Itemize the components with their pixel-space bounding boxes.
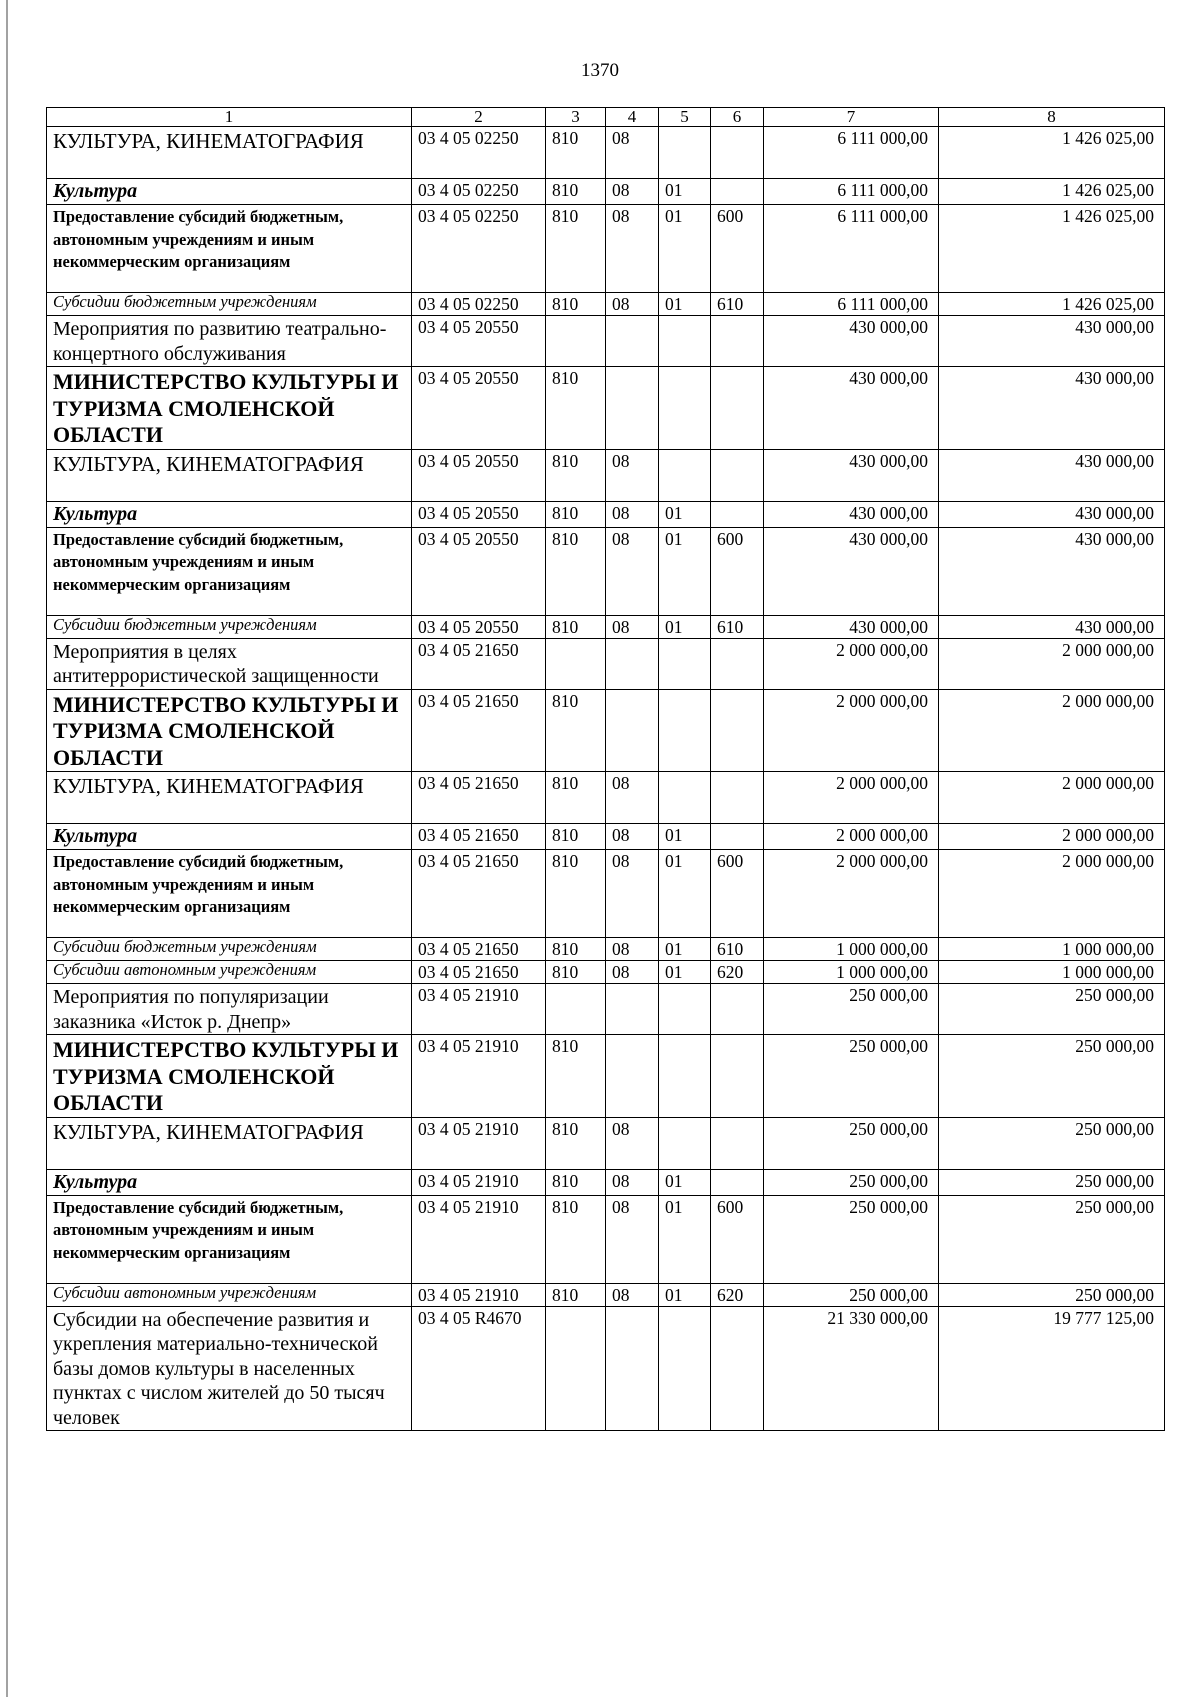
row-code-cell: 03 4 05 21650: [412, 689, 546, 772]
row-col3-cell: [546, 1306, 606, 1431]
row-code-cell: 03 4 05 20550: [412, 316, 546, 367]
row-col6-cell: [711, 501, 764, 527]
row-name-cell: Субсидии бюджетным учреждениям: [47, 615, 412, 638]
table-row: [47, 638, 1165, 689]
row-col5-cell: 01: [659, 961, 711, 984]
row-value8-cell: 19 777 125,00: [939, 1306, 1165, 1431]
row-col6-cell: [711, 1169, 764, 1195]
row-name-cell: Субсидии бюджетным учреждениям: [47, 938, 412, 961]
header-cell-4: 4: [606, 108, 659, 127]
row-col6-cell: [711, 984, 764, 1035]
row-col6-cell: [711, 824, 764, 850]
table-row: [47, 961, 1165, 984]
row-code-cell: 03 4 05 20550: [412, 367, 546, 450]
row-col6-cell: 600: [711, 527, 764, 615]
row-code-cell: 03 4 05 21650: [412, 824, 546, 850]
row-col6-cell: [711, 1035, 764, 1118]
row-col3-cell: 810: [546, 527, 606, 615]
row-col3-cell: 810: [546, 938, 606, 961]
row-code-cell: 03 4 05 02250: [412, 293, 546, 316]
row-col6-cell: 620: [711, 1283, 764, 1306]
row-value7-cell: 250 000,00: [764, 1169, 939, 1195]
page-number: 1370: [581, 60, 619, 81]
row-value7-cell: 430 000,00: [764, 615, 939, 638]
row-col5-cell: [659, 638, 711, 689]
table-body: [47, 108, 1165, 1431]
row-name-cell: МИНИСТЕРСТВО КУЛЬТУРЫ И ТУРИЗМА СМОЛЕНСКОЙ ОБЛАСТИ: [47, 1035, 412, 1118]
row-col6-cell: 600: [711, 850, 764, 938]
row-value7-cell: 1 000 000,00: [764, 961, 939, 984]
row-col4-cell: 08: [606, 1195, 659, 1283]
row-value8-cell: 2 000 000,00: [939, 772, 1165, 824]
row-col5-cell: 01: [659, 205, 711, 293]
row-col6-cell: 610: [711, 293, 764, 316]
row-col6-cell: 600: [711, 205, 764, 293]
row-value8-cell: 430 000,00: [939, 615, 1165, 638]
row-name-cell: Предоставление субсидий бюджетным, автономным учреждениям и иным некоммерческим организациям: [47, 1195, 412, 1283]
table-row: [47, 293, 1165, 316]
row-name-cell: КУЛЬТУРА, КИНЕМАТОГРАФИЯ: [47, 772, 412, 824]
scan-edge-line: [6, 0, 8, 1697]
row-col4-cell: [606, 638, 659, 689]
row-col4-cell: 08: [606, 179, 659, 205]
row-value8-cell: 1 000 000,00: [939, 938, 1165, 961]
header-cell-5: 5: [659, 108, 711, 127]
row-col6-cell: [711, 449, 764, 501]
row-col3-cell: 810: [546, 615, 606, 638]
row-col5-cell: [659, 316, 711, 367]
row-col3-cell: 810: [546, 127, 606, 179]
row-name-cell: Предоставление субсидий бюджетным, автономным учреждениям и иным некоммерческим организациям: [47, 527, 412, 615]
row-col3-cell: 810: [546, 501, 606, 527]
row-col6-cell: [711, 179, 764, 205]
row-value7-cell: 6 111 000,00: [764, 179, 939, 205]
row-value8-cell: 2 000 000,00: [939, 850, 1165, 938]
table-row: [47, 501, 1165, 527]
row-value8-cell: 250 000,00: [939, 1169, 1165, 1195]
row-col5-cell: [659, 449, 711, 501]
table-row: [47, 127, 1165, 179]
row-code-cell: 03 4 05 20550: [412, 527, 546, 615]
header-cell-6: 6: [711, 108, 764, 127]
row-value8-cell: 250 000,00: [939, 1035, 1165, 1118]
row-col5-cell: [659, 1117, 711, 1169]
row-col3-cell: 810: [546, 850, 606, 938]
row-col5-cell: [659, 772, 711, 824]
row-col4-cell: [606, 316, 659, 367]
row-value8-cell: 430 000,00: [939, 449, 1165, 501]
row-code-cell: 03 4 05 21650: [412, 638, 546, 689]
row-col5-cell: 01: [659, 824, 711, 850]
row-col3-cell: [546, 316, 606, 367]
row-value7-cell: 250 000,00: [764, 984, 939, 1035]
row-col5-cell: 01: [659, 293, 711, 316]
row-value7-cell: 430 000,00: [764, 367, 939, 450]
row-name-cell: Культура: [47, 1169, 412, 1195]
table-row: [47, 984, 1165, 1035]
row-value8-cell: 1 426 025,00: [939, 293, 1165, 316]
row-col5-cell: [659, 127, 711, 179]
row-col5-cell: 01: [659, 938, 711, 961]
row-value7-cell: 6 111 000,00: [764, 293, 939, 316]
row-col6-cell: 610: [711, 938, 764, 961]
row-col5-cell: 01: [659, 179, 711, 205]
row-code-cell: 03 4 05 21910: [412, 1035, 546, 1118]
row-value8-cell: 1 426 025,00: [939, 179, 1165, 205]
table-row: [47, 1035, 1165, 1118]
row-code-cell: 03 4 05 21650: [412, 961, 546, 984]
row-value7-cell: 430 000,00: [764, 316, 939, 367]
row-col3-cell: 810: [546, 772, 606, 824]
row-col6-cell: [711, 316, 764, 367]
row-col3-cell: 810: [546, 367, 606, 450]
row-col3-cell: 810: [546, 1117, 606, 1169]
row-value8-cell: 2 000 000,00: [939, 638, 1165, 689]
table-row: [47, 850, 1165, 938]
row-value7-cell: 250 000,00: [764, 1283, 939, 1306]
row-value7-cell: 250 000,00: [764, 1117, 939, 1169]
row-name-cell: Субсидии бюджетным учреждениям: [47, 293, 412, 316]
row-code-cell: 03 4 05 21910: [412, 1195, 546, 1283]
row-col6-cell: 600: [711, 1195, 764, 1283]
row-value7-cell: 2 000 000,00: [764, 850, 939, 938]
table-row: [47, 449, 1165, 501]
row-name-cell: Субсидии на обеспечение развития и укрепления материально-технической базы домов культуры в населенных пунктах с числом жителей до 50 тысяч человек: [47, 1306, 412, 1431]
row-value8-cell: 250 000,00: [939, 984, 1165, 1035]
row-col6-cell: 620: [711, 961, 764, 984]
row-col4-cell: 08: [606, 127, 659, 179]
row-value8-cell: 430 000,00: [939, 501, 1165, 527]
row-col5-cell: [659, 689, 711, 772]
table-row: [47, 689, 1165, 772]
row-name-cell: Субсидии автономным учреждениям: [47, 1283, 412, 1306]
row-col3-cell: 810: [546, 449, 606, 501]
header-cell-3: 3: [546, 108, 606, 127]
row-col3-cell: 810: [546, 1195, 606, 1283]
row-col6-cell: [711, 127, 764, 179]
row-col3-cell: 810: [546, 179, 606, 205]
row-col3-cell: 810: [546, 1283, 606, 1306]
row-col4-cell: 08: [606, 1117, 659, 1169]
row-col3-cell: [546, 638, 606, 689]
table-row: [47, 1117, 1165, 1169]
row-value8-cell: 430 000,00: [939, 367, 1165, 450]
row-col3-cell: [546, 984, 606, 1035]
row-value8-cell: 250 000,00: [939, 1117, 1165, 1169]
row-value8-cell: 430 000,00: [939, 316, 1165, 367]
row-value7-cell: 6 111 000,00: [764, 127, 939, 179]
row-code-cell: 03 4 05 20550: [412, 501, 546, 527]
header-cell-2: 2: [412, 108, 546, 127]
row-col3-cell: 810: [546, 293, 606, 316]
row-col4-cell: 08: [606, 1169, 659, 1195]
row-col4-cell: 08: [606, 850, 659, 938]
row-col3-cell: 810: [546, 689, 606, 772]
row-col6-cell: [711, 638, 764, 689]
row-value8-cell: 1 426 025,00: [939, 205, 1165, 293]
row-col4-cell: 08: [606, 961, 659, 984]
row-value7-cell: 21 330 000,00: [764, 1306, 939, 1431]
row-name-cell: КУЛЬТУРА, КИНЕМАТОГРАФИЯ: [47, 1117, 412, 1169]
row-value8-cell: 2 000 000,00: [939, 689, 1165, 772]
row-col3-cell: 810: [546, 1169, 606, 1195]
row-value8-cell: 250 000,00: [939, 1283, 1165, 1306]
row-col4-cell: 08: [606, 615, 659, 638]
row-name-cell: Предоставление субсидий бюджетным, автономным учреждениям и иным некоммерческим организациям: [47, 205, 412, 293]
row-col5-cell: 01: [659, 1195, 711, 1283]
row-value7-cell: 2 000 000,00: [764, 824, 939, 850]
header-cell-7: 7: [764, 108, 939, 127]
row-name-cell: Культура: [47, 824, 412, 850]
row-name-cell: Культура: [47, 501, 412, 527]
table-row: [47, 938, 1165, 961]
row-col3-cell: 810: [546, 1035, 606, 1118]
row-name-cell: КУЛЬТУРА, КИНЕМАТОГРАФИЯ: [47, 449, 412, 501]
row-value7-cell: 430 000,00: [764, 501, 939, 527]
table-row: [47, 367, 1165, 450]
row-col5-cell: [659, 984, 711, 1035]
row-col6-cell: [711, 367, 764, 450]
row-col4-cell: 08: [606, 205, 659, 293]
row-value7-cell: 6 111 000,00: [764, 205, 939, 293]
row-name-cell: Мероприятия в целях антитеррористической защищенности: [47, 638, 412, 689]
row-code-cell: 03 4 05 R4670: [412, 1306, 546, 1431]
row-col4-cell: [606, 367, 659, 450]
row-col6-cell: [711, 1117, 764, 1169]
row-code-cell: 03 4 05 21910: [412, 984, 546, 1035]
row-value8-cell: 1 000 000,00: [939, 961, 1165, 984]
row-col5-cell: 01: [659, 615, 711, 638]
row-col6-cell: [711, 1306, 764, 1431]
row-name-cell: КУЛЬТУРА, КИНЕМАТОГРАФИЯ: [47, 127, 412, 179]
row-name-cell: Культура: [47, 179, 412, 205]
row-name-cell: Мероприятия по популяризации заказника «Исток р. Днепр»: [47, 984, 412, 1035]
row-code-cell: 03 4 05 21650: [412, 938, 546, 961]
budget-table: [46, 107, 1165, 1431]
row-col3-cell: 810: [546, 205, 606, 293]
row-name-cell: Субсидии автономным учреждениям: [47, 961, 412, 984]
row-col4-cell: 08: [606, 1283, 659, 1306]
row-col5-cell: 01: [659, 1283, 711, 1306]
table-row: [47, 1283, 1165, 1306]
row-name-cell: МИНИСТЕРСТВО КУЛЬТУРЫ И ТУРИЗМА СМОЛЕНСКОЙ ОБЛАСТИ: [47, 689, 412, 772]
row-code-cell: 03 4 05 21910: [412, 1169, 546, 1195]
row-col5-cell: [659, 1035, 711, 1118]
row-value7-cell: 1 000 000,00: [764, 938, 939, 961]
row-value7-cell: 2 000 000,00: [764, 638, 939, 689]
row-col5-cell: 01: [659, 527, 711, 615]
row-col4-cell: [606, 984, 659, 1035]
row-value7-cell: 430 000,00: [764, 527, 939, 615]
row-col5-cell: [659, 367, 711, 450]
row-code-cell: 03 4 05 20550: [412, 449, 546, 501]
row-col4-cell: [606, 689, 659, 772]
row-value7-cell: 250 000,00: [764, 1195, 939, 1283]
row-col4-cell: 08: [606, 938, 659, 961]
header-row: [47, 108, 1165, 127]
row-value8-cell: 1 426 025,00: [939, 127, 1165, 179]
table-row: [47, 179, 1165, 205]
row-code-cell: 03 4 05 02250: [412, 127, 546, 179]
row-col4-cell: 08: [606, 449, 659, 501]
row-value7-cell: 2 000 000,00: [764, 772, 939, 824]
table-row: [47, 772, 1165, 824]
table-row: [47, 615, 1165, 638]
table-row: [47, 1306, 1165, 1431]
table-row: [47, 527, 1165, 615]
row-col4-cell: 08: [606, 527, 659, 615]
row-col3-cell: 810: [546, 961, 606, 984]
row-value7-cell: 250 000,00: [764, 1035, 939, 1118]
row-code-cell: 03 4 05 21650: [412, 850, 546, 938]
row-col4-cell: 08: [606, 824, 659, 850]
row-name-cell: Мероприятия по развитию театрально-концертного обслуживания: [47, 316, 412, 367]
row-code-cell: 03 4 05 21910: [412, 1283, 546, 1306]
row-value7-cell: 430 000,00: [764, 449, 939, 501]
table-row: [47, 205, 1165, 293]
row-col4-cell: 08: [606, 772, 659, 824]
row-value8-cell: 250 000,00: [939, 1195, 1165, 1283]
row-col5-cell: 01: [659, 1169, 711, 1195]
header-cell-8: 8: [939, 108, 1165, 127]
row-value8-cell: 430 000,00: [939, 527, 1165, 615]
row-col4-cell: [606, 1035, 659, 1118]
row-col4-cell: 08: [606, 293, 659, 316]
row-col4-cell: 08: [606, 501, 659, 527]
table-row: [47, 1195, 1165, 1283]
row-code-cell: 03 4 05 21650: [412, 772, 546, 824]
row-code-cell: 03 4 05 21910: [412, 1117, 546, 1169]
row-code-cell: 03 4 05 02250: [412, 179, 546, 205]
row-code-cell: 03 4 05 20550: [412, 615, 546, 638]
table-row: [47, 1169, 1165, 1195]
row-value8-cell: 2 000 000,00: [939, 824, 1165, 850]
row-col6-cell: [711, 772, 764, 824]
row-col5-cell: 01: [659, 501, 711, 527]
row-value7-cell: 2 000 000,00: [764, 689, 939, 772]
row-col5-cell: 01: [659, 850, 711, 938]
table-row: [47, 316, 1165, 367]
row-col6-cell: 610: [711, 615, 764, 638]
row-col6-cell: [711, 689, 764, 772]
table-row: [47, 824, 1165, 850]
row-code-cell: 03 4 05 02250: [412, 205, 546, 293]
row-col5-cell: [659, 1306, 711, 1431]
header-cell-1: 1: [47, 108, 412, 127]
row-name-cell: МИНИСТЕРСТВО КУЛЬТУРЫ И ТУРИЗМА СМОЛЕНСКОЙ ОБЛАСТИ: [47, 367, 412, 450]
row-col3-cell: 810: [546, 824, 606, 850]
row-name-cell: Предоставление субсидий бюджетным, автономным учреждениям и иным некоммерческим организациям: [47, 850, 412, 938]
row-col4-cell: [606, 1306, 659, 1431]
